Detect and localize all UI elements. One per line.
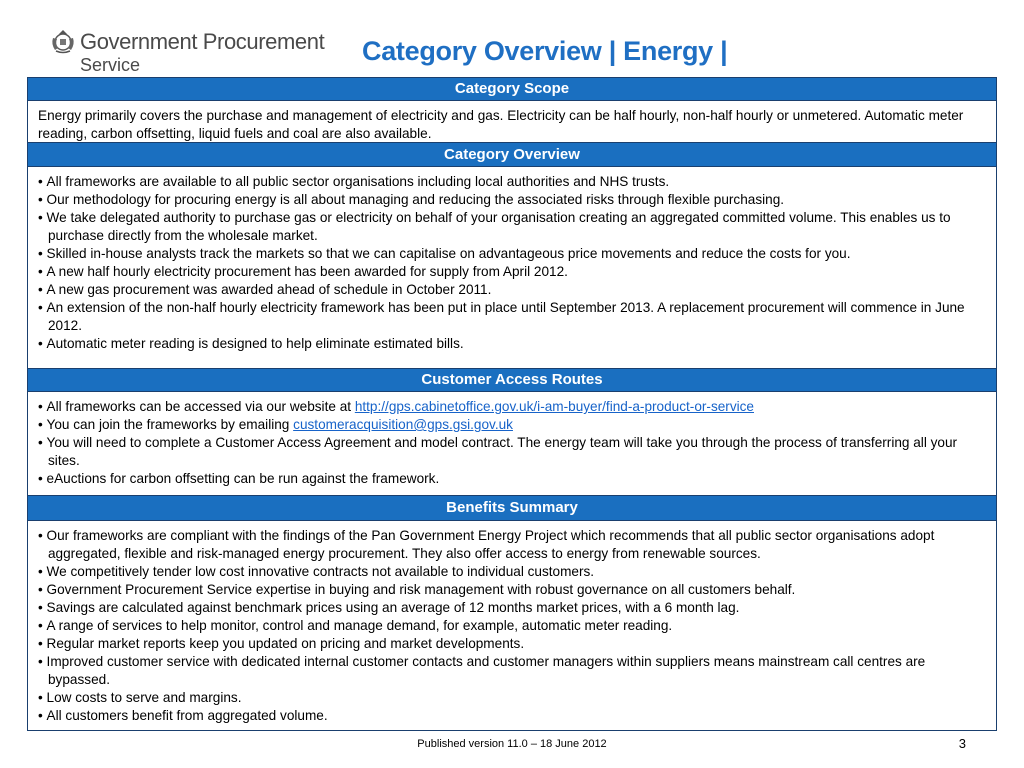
- section-body: [28, 167, 996, 353]
- logo-text-line2: Service: [80, 55, 141, 75]
- list-item: • Automatic meter reading is designed to help eliminate estimated bills.: [38, 335, 984, 353]
- list-item: [38, 416, 984, 434]
- list-item: • Low costs to serve and margins.: [38, 689, 984, 707]
- gps-logo: [50, 26, 340, 76]
- section-customer-access-routes: [27, 368, 997, 495]
- section-benefits-summary: [27, 495, 997, 731]
- section-body: [28, 521, 996, 725]
- list-item: • Our frameworks are compliant with the findings of the Pan Government Energy Project which recommends that all public sector organisations adopt aggregated, flexible and risk-managed energy procurement. They also offer access to energy from renewable sources.: [38, 527, 984, 563]
- list-item: • A new half hourly electricity procurement has been awarded for supply from April 2012.: [38, 263, 984, 281]
- list-item: • All frameworks are available to all public sector organisations including local authorities and NHS trusts.: [38, 173, 984, 191]
- list-item: • Regular market reports keep you updated on pricing and market developments.: [38, 635, 984, 653]
- section-heading: Category Overview: [28, 142, 996, 167]
- list-item: [38, 398, 984, 416]
- section-category-scope: [27, 77, 997, 142]
- access-text: All frameworks can be accessed via our website at: [46, 399, 355, 414]
- scope-paragraph: Energy primarily covers the purchase and management of electricity and gas. Electricity can be half hourly, non-half hourly or unmetered. Automatic meter reading, carbon offsetting, liquid fuels and coal are also available.: [38, 108, 964, 141]
- section-category-overview: [27, 142, 997, 368]
- list-item: • All customers benefit from aggregated volume.: [38, 707, 984, 725]
- list-item: • A new gas procurement was awarded ahead of schedule in October 2011.: [38, 281, 984, 299]
- list-item: • Improved customer service with dedicated internal customer contacts and customer managers within suppliers means mainstream call centres are bypassed.: [38, 653, 984, 689]
- list-item: • We competitively tender low cost innovative contracts not available to individual customers.: [38, 563, 984, 581]
- list-item: • We take delegated authority to purchase gas or electricity on behalf of your organisation creating an aggregated committed volume. This enables us to purchase directly from the wholesale market.: [38, 209, 984, 245]
- gps-website-link[interactable]: http://gps.cabinetoffice.gov.uk/i-am-buyer/find-a-product-or-service: [354, 399, 754, 414]
- section-heading: Customer Access Routes: [28, 368, 996, 392]
- list-item: • You will need to complete a Customer Access Agreement and model contract. The energy team will take you through the process of transferring all your sites.: [38, 434, 984, 470]
- section-body: [28, 101, 996, 143]
- list-item: • Government Procurement Service expertise in buying and risk management with robust governance on all customers behalf.: [38, 581, 984, 599]
- section-heading: Benefits Summary: [28, 495, 996, 521]
- published-version-footer: Published version 11.0 – 18 June 2012: [417, 738, 607, 750]
- page-title: Category Overview | Energy |: [362, 36, 728, 66]
- page-number: 3: [958, 736, 966, 751]
- section-body: [28, 392, 996, 488]
- list-item: • Skilled in-house analysts track the markets so that we can capitalise on advantageous price movements and reduce the costs for you.: [38, 245, 984, 263]
- list-item: • A range of services to help monitor, control and manage demand, for example, automatic meter reading.: [38, 617, 984, 635]
- list-item: • eAuctions for carbon offsetting can be run against the framework.: [38, 470, 984, 488]
- logo-text-line1: Government Procurement: [80, 29, 325, 54]
- join-text: You can join the frameworks by emailing: [46, 417, 294, 432]
- list-item: • An extension of the non-half hourly electricity framework has been put in place until September 2013. A replacement procurement will commence in June 2012.: [38, 299, 984, 335]
- royal-crest-icon: [50, 28, 76, 54]
- section-heading: Category Scope: [28, 77, 996, 101]
- list-item: • Savings are calculated against benchmark prices using an average of 12 months market prices, with a 6 month lag.: [38, 599, 984, 617]
- customer-acquisition-email-link[interactable]: customeracquisition@gps.gsi.gov.uk: [293, 417, 513, 432]
- list-item: • Our methodology for procuring energy is all about managing and reducing the associated risks through flexible purchasing.: [38, 191, 984, 209]
